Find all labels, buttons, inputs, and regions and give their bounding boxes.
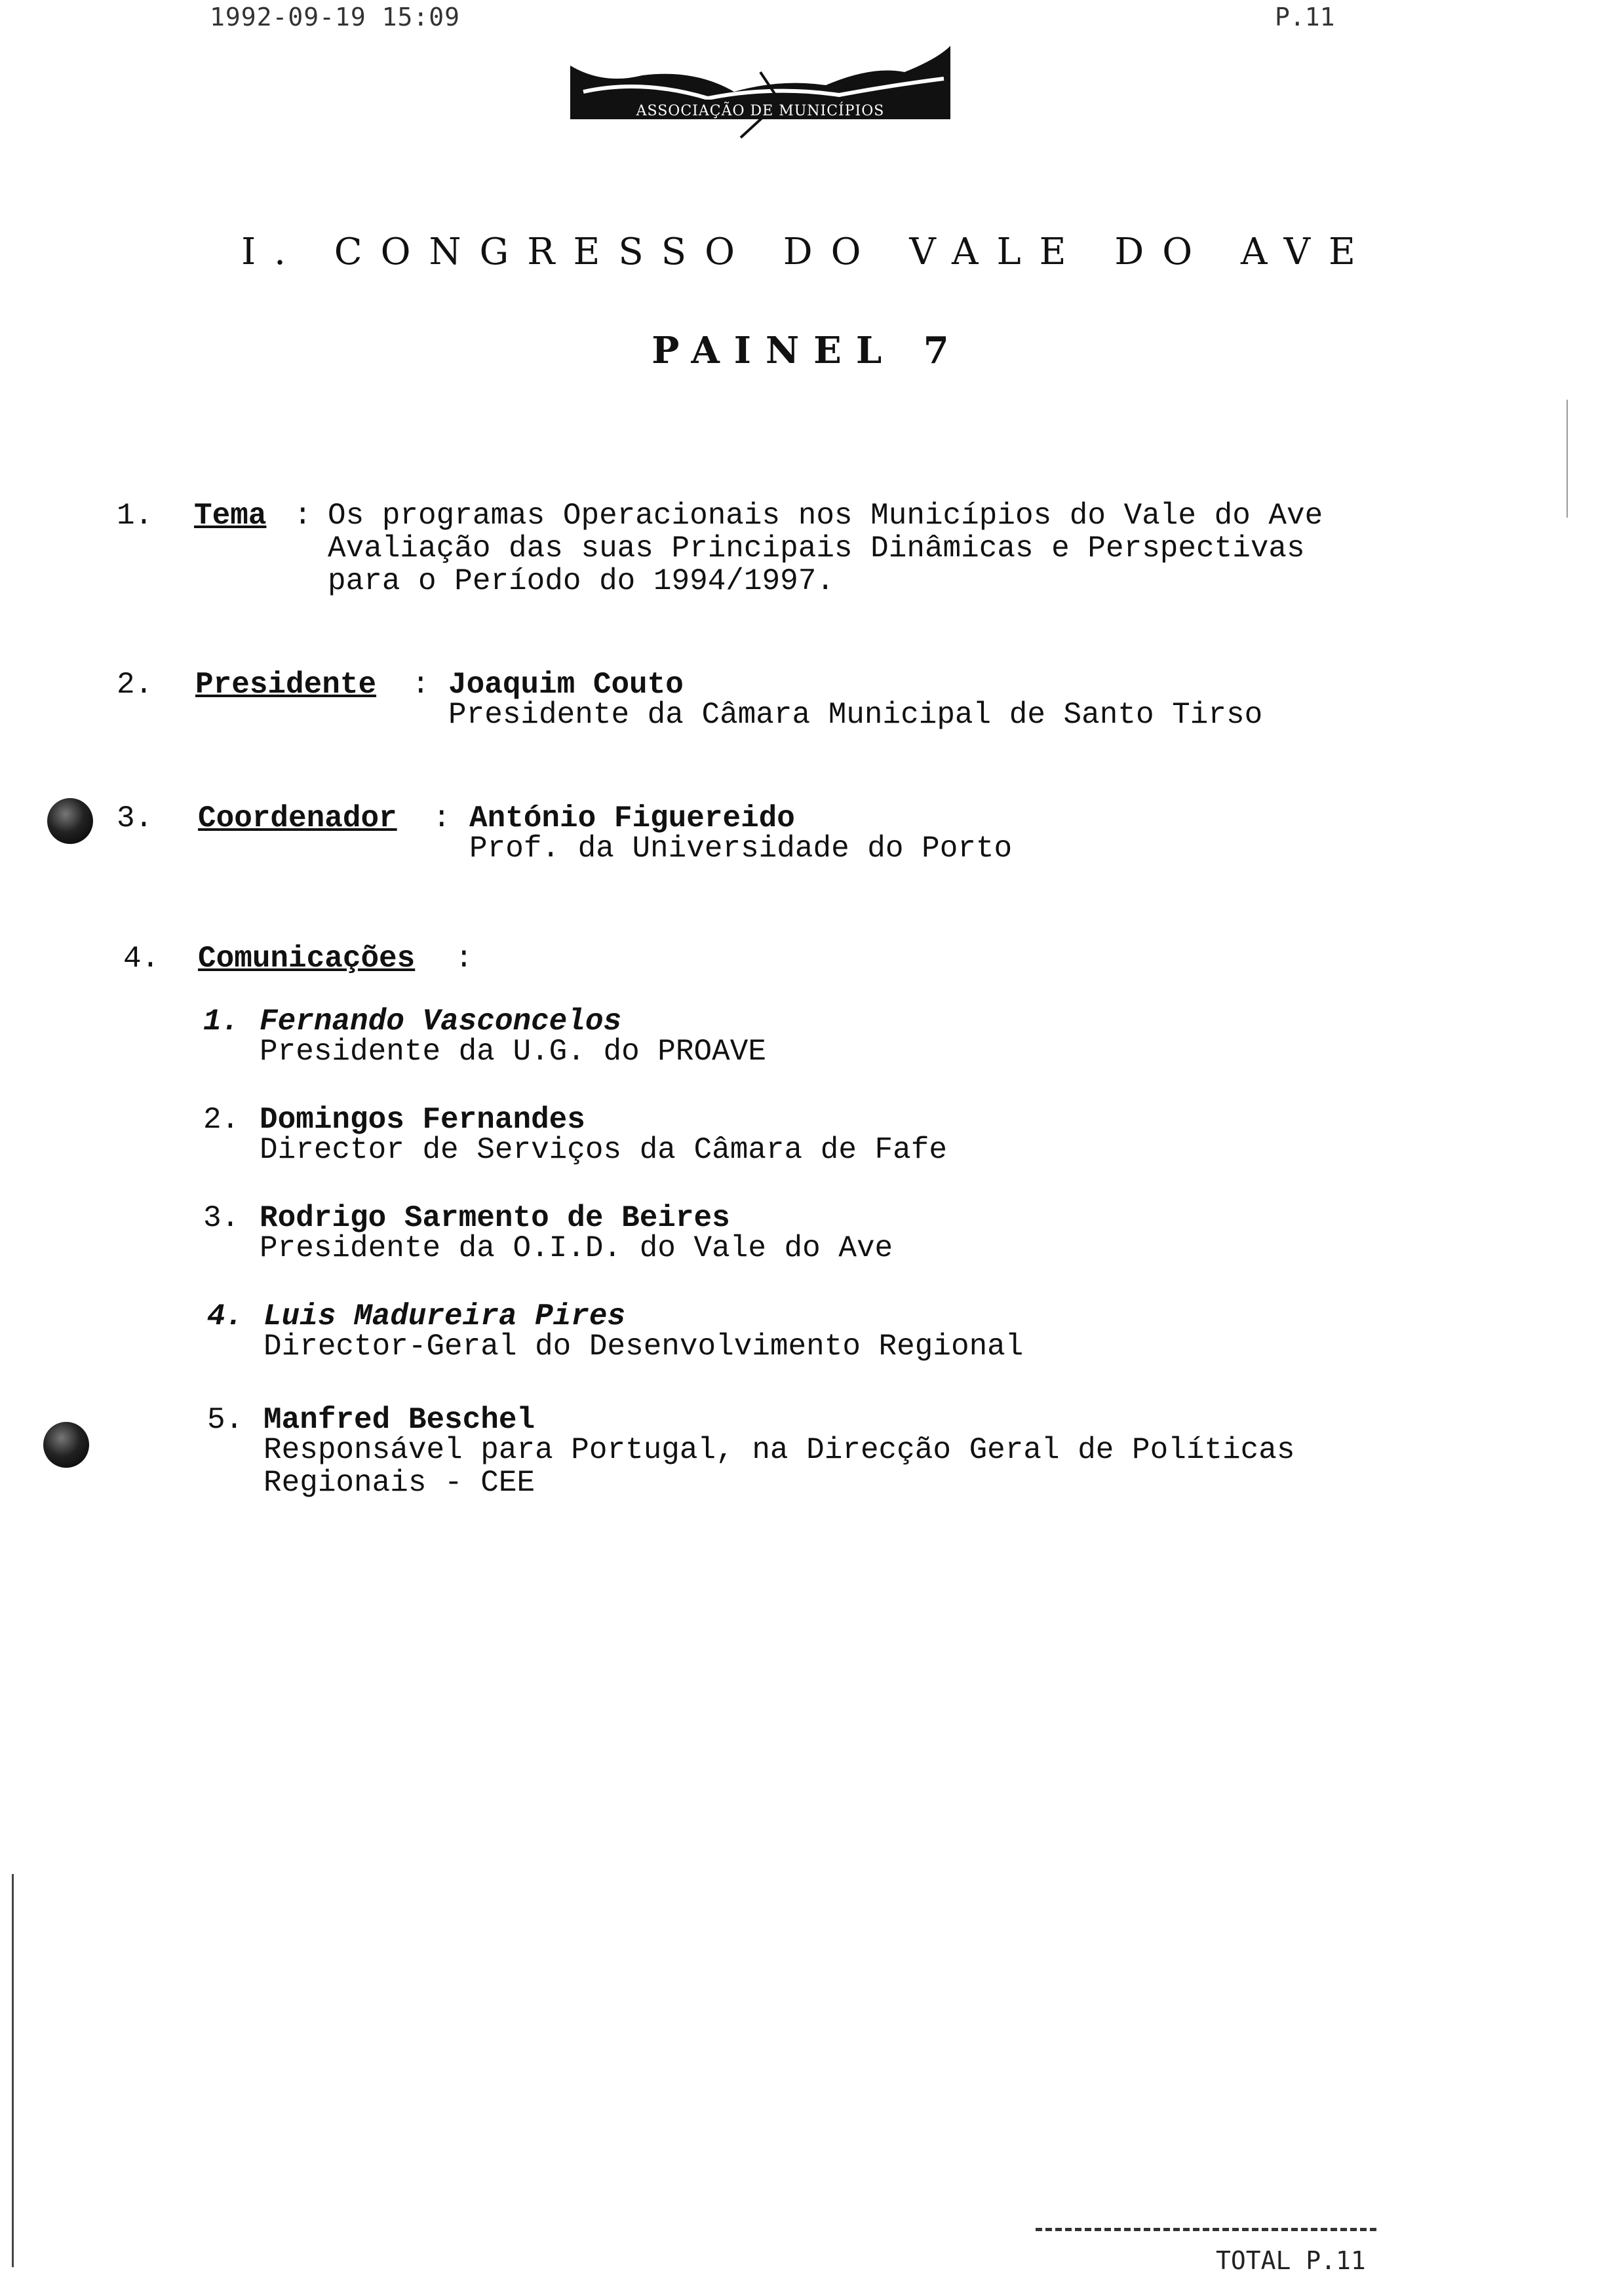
footer-dashes [1036, 2228, 1376, 2236]
section-number: 1. [117, 499, 153, 533]
communication-item [203, 1200, 1449, 1272]
tema-line-3: para o Período do 1994/1997. [328, 564, 834, 598]
panel-title: PAINEL 7 [652, 329, 963, 372]
section-separator: : [433, 801, 451, 835]
section-separator: : [294, 499, 312, 533]
president-role: Presidente da Câmara Municipal de Santo Tirso [448, 698, 1263, 732]
speaker-name: Fernando Vasconcelos [260, 1004, 622, 1039]
section-separator: : [455, 942, 473, 976]
section-label: Tema [194, 499, 267, 533]
speaker-role: Presidente da O.I.D. do Vale do Ave [260, 1231, 893, 1265]
section-label: Coordenador [198, 801, 397, 835]
scan-edge-line-right [1566, 400, 1568, 518]
section-label: Comunicações [198, 942, 416, 976]
communication-item [207, 1299, 1452, 1371]
speaker-name: Manfred Beschel [263, 1403, 535, 1437]
section-comunicacoes [123, 941, 779, 980]
speaker-name: Luis Madureira Pires [263, 1299, 626, 1333]
speaker-role-continued: Regionais - CEE [263, 1466, 535, 1500]
fax-page-number: P.11 [1275, 3, 1335, 31]
section-number: 2. [117, 668, 153, 702]
tema-line-1: Os programas Operacionais nos Municípios do Vale do Ave [328, 499, 1323, 533]
communication-number: 4. [207, 1299, 244, 1333]
communication-number: 2. [203, 1103, 240, 1137]
speaker-role: Presidente da U.G. do PROAVE [260, 1035, 766, 1069]
communication-number: 5. [207, 1403, 244, 1437]
communication-item [207, 1402, 1452, 1507]
speaker-name: Domingos Fernandes [260, 1103, 585, 1137]
speaker-role: Responsável para Portugal, na Direcção Geral de Políticas [263, 1433, 1295, 1467]
speaker-role: Director de Serviços da Câmara de Fafe [260, 1133, 947, 1167]
communication-number: 1. [203, 1004, 240, 1039]
communication-number: 3. [203, 1201, 240, 1235]
section-presidente [117, 667, 1428, 739]
punch-hole-top [47, 798, 93, 844]
section-coordenador [117, 801, 1428, 873]
scan-edge-line [12, 1874, 14, 2267]
fax-timestamp: 1992-09-19 15:09 [210, 3, 461, 31]
section-number: 4. [123, 942, 160, 976]
speaker-role: Director-Geral do Desenvolvimento Regional [263, 1330, 1024, 1364]
communication-item [203, 1004, 1449, 1076]
tema-line-2: Avaliação das suas Principais Dinâmicas e Perspectivas [328, 531, 1305, 565]
total-pages: TOTAL P.11 [1216, 2246, 1366, 2275]
section-number: 3. [117, 801, 153, 835]
fax-header [0, 3, 1615, 42]
coordinator-role: Prof. da Universidade do Porto [469, 832, 1013, 866]
association-logo [564, 39, 957, 144]
section-separator: : [412, 668, 430, 702]
svg-text:ASSOCIAÇÃO DE MUNICÍPIOS: ASSOCIAÇÃO DE MUNICÍPIOS [636, 103, 885, 119]
coordinator-name: António Figuereido [469, 801, 795, 835]
president-name: Joaquim Couto [448, 668, 684, 702]
communication-item [203, 1102, 1449, 1174]
speaker-name: Rodrigo Sarmento de Beires [260, 1201, 730, 1235]
section-label: Presidente [195, 668, 377, 702]
section-tema [117, 498, 1428, 609]
punch-hole-bottom [43, 1422, 89, 1468]
congress-title: I. CONGRESSO DO VALE DO AVE [241, 231, 1374, 273]
